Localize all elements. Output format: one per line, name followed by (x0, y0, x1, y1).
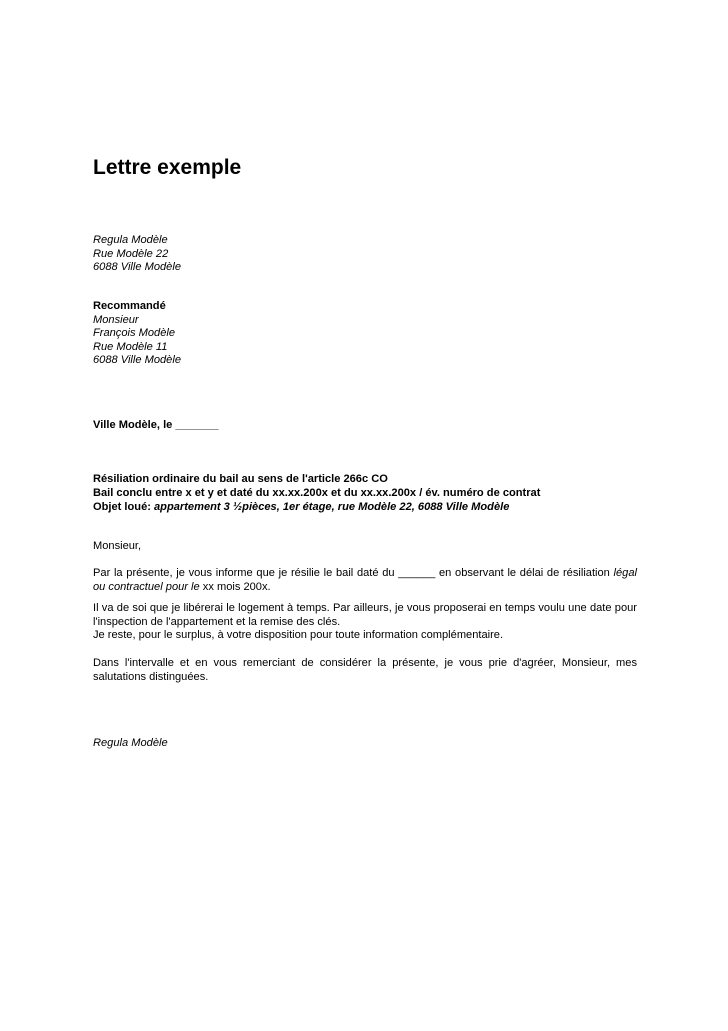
date-line (93, 419, 637, 433)
subject-block (93, 472, 637, 514)
subject-line-2: Bail conclu entre x et y et daté du xx.xx.200x et du xx.xx.200x / év. numéro de contrat (93, 487, 541, 499)
sender-city: 6088 Ville Modèle (93, 261, 181, 274)
recipient-name: François Modèle (93, 327, 176, 340)
paragraph-2-line-2: l'inspection de l'appartement et la remise des clés. (93, 615, 341, 628)
recipient-address-block (93, 300, 637, 368)
paragraph-2-line-3: Je reste, pour le surplus, à votre disposition pour toute information complémentaire. (93, 629, 504, 642)
subject-line-3 (93, 500, 637, 514)
salutation: Monsieur, (93, 540, 142, 552)
paragraph-3-line-1: Dans l'intervalle et en vous remerciant de considérer la présente, je vous prie d'agréer, Monsieur, mes (93, 657, 637, 669)
para1-line2-normal: xx mois 200x. (199, 580, 271, 593)
place-and-date: Ville Modèle, le _______ (93, 419, 219, 431)
letter-title: Lettre exemple (93, 156, 242, 179)
sender-street: Rue Modèle 22 (93, 247, 169, 260)
signature-block (93, 737, 637, 751)
para1-text-italic: légal (613, 567, 637, 579)
paragraph-1 (93, 567, 637, 594)
paragraph-3-line-2: salutations distinguées. (93, 670, 209, 683)
recipient-salutation: Monsieur (93, 313, 139, 326)
paragraph-2 (93, 602, 637, 643)
para1-line2-italic: ou contractuel pour le (93, 580, 200, 593)
salutation-block (93, 540, 637, 554)
subject-line-1: Résiliation ordinaire du bail au sens de l'article 266c CO (93, 473, 388, 485)
recipient-street: Rue Modèle 11 (93, 340, 168, 353)
sender-address-block (93, 234, 637, 275)
paragraph-1-line-1 (93, 567, 637, 581)
paragraph-1-line-2 (93, 581, 637, 595)
subject-object-value: appartement 3 ½pièces, 1er étage, rue Modèle 22, 6088 Ville Modèle (154, 501, 510, 513)
signature-name: Regula Modèle (93, 737, 168, 749)
recipient-city: 6088 Ville Modèle (93, 354, 181, 367)
subject-object-label: Objet loué: (93, 501, 155, 513)
sender-name: Regula Modèle (93, 234, 168, 246)
paragraph-3 (93, 657, 637, 684)
registered-mail-label: Recommandé (93, 300, 166, 312)
para1-text-normal: Par la présente, je vous informe que je résilie le bail daté du ______ en observant le délai de résiliation (93, 567, 614, 579)
paragraph-2-line-1: Il va de soi que je libérerai le logement à temps. Par ailleurs, je vous proposerai en temps voulu une date pour (93, 602, 637, 614)
